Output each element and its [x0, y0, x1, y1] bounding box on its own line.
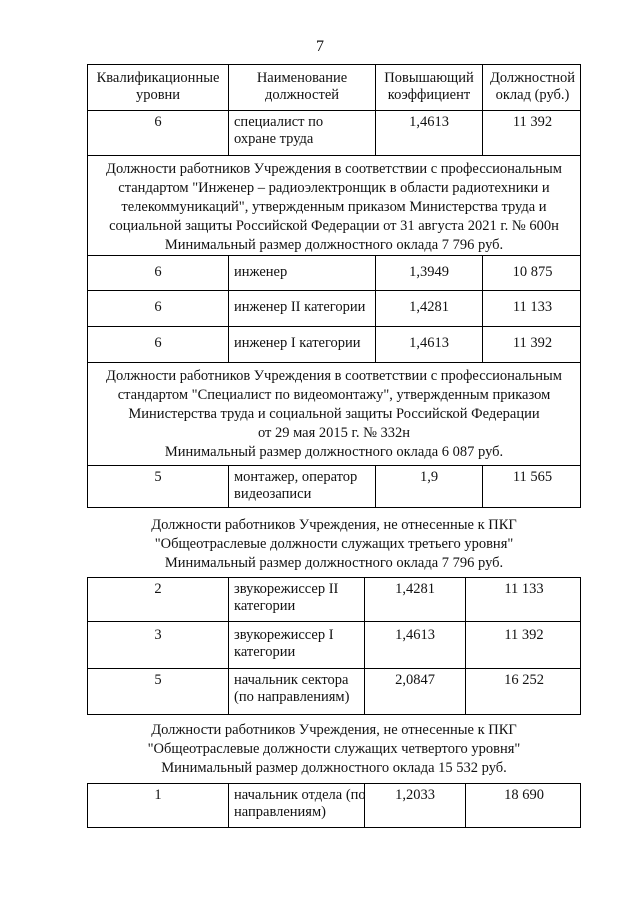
coef-cell: 1,2033: [364, 784, 465, 827]
name-cell: инженер: [228, 256, 375, 290]
name-cell: звукорежиссер I категории: [228, 622, 364, 668]
coef-cell: 1,4281: [375, 291, 482, 326]
table-row: [87, 110, 581, 155]
name-cell: начальник сектора (по направлениям): [228, 669, 364, 714]
header-coefficient: Повышающий коэффициент: [375, 65, 482, 110]
header-position-name: Наименование должностей: [228, 65, 375, 110]
level-cell: 3: [154, 627, 162, 643]
salary-cell: 11 133: [465, 578, 582, 621]
table-row: [87, 255, 581, 290]
level-cell: 5: [154, 469, 162, 485]
level-cell: 6: [154, 299, 162, 315]
salary-cell: 18 690: [465, 784, 582, 827]
header-qualification-levels: Квалификационные уровни: [96, 70, 220, 103]
table-row: [87, 621, 581, 668]
section-engineer: Должности работников Учреждения в соответствии с профессиональным стандартом "Инженер – радиоэлектронщик в области радиотехники и телекоммуникаций", утвержденным приказом Министерства труда и социальной защиты Российской Федерации от 31 августа 2021 г. № 600н Минимальный размер должностного оклада 7 796 руб.: [87, 155, 581, 255]
coef-cell: 1,4281: [364, 578, 465, 621]
salary-table: [87, 64, 581, 828]
level-cell: 6: [154, 114, 162, 130]
name-cell: монтажер, оператор видеозаписи: [228, 466, 375, 507]
coef-cell: 1,4613: [364, 622, 465, 668]
name-cell: начальник отдела (по направлениям): [228, 784, 364, 827]
table-row: [87, 668, 581, 714]
coef-cell: 1,4613: [375, 111, 482, 155]
section-pkg-third-level: Должности работников Учреждения, не отнесенные к ПКГ "Общеотраслевые должности служащих третьего уровня" Минимальный размер должностного оклада 7 796 руб.: [87, 507, 581, 577]
table-row: [87, 783, 581, 828]
table-row: [87, 577, 581, 621]
table-header-row: [87, 64, 581, 110]
coef-cell: 1,3949: [375, 256, 482, 290]
salary-cell: 16 252: [465, 669, 582, 714]
level-cell: 6: [154, 264, 162, 280]
level-cell: 2: [154, 581, 162, 597]
coef-cell: 1,9: [375, 466, 482, 507]
section-video-editing: Должности работников Учреждения в соответствии с профессиональным стандартом "Специалист по видеомонтажу", утвержденным приказом Министерства труда и социальной защиты Российской Федерации от 29 мая 2015 г. № 332н Минимальный размер должностного оклада 6 087 руб.: [87, 362, 581, 465]
salary-cell: 11 392: [465, 622, 582, 668]
table-row: [87, 465, 581, 507]
name-cell: инженер I категории: [228, 327, 375, 362]
section-pkg-fourth-level: Должности работников Учреждения, не отнесенные к ПКГ "Общеотраслевые должности служащих четвертого уровня" Минимальный размер должностного оклада 15 532 руб.: [87, 714, 581, 783]
table-row: [87, 290, 581, 326]
salary-cell: 11 133: [482, 291, 582, 326]
coef-cell: 2,0847: [364, 669, 465, 714]
header-salary: Должностной оклад (руб.): [482, 65, 582, 110]
name-cell: инженер II категории: [228, 291, 375, 326]
salary-cell: 11 392: [482, 111, 582, 155]
salary-cell: 11 392: [482, 327, 582, 362]
table-row: [87, 326, 581, 362]
page-number: 7: [316, 38, 324, 55]
salary-cell: 10 875: [482, 256, 582, 290]
level-cell: 1: [154, 787, 162, 803]
salary-cell: 11 565: [482, 466, 582, 507]
level-cell: 6: [154, 335, 162, 351]
level-cell: 5: [154, 672, 162, 688]
name-cell: звукорежиссер II категории: [228, 578, 364, 621]
coef-cell: 1,4613: [375, 327, 482, 362]
name-cell: специалист по охране труда: [228, 111, 375, 155]
